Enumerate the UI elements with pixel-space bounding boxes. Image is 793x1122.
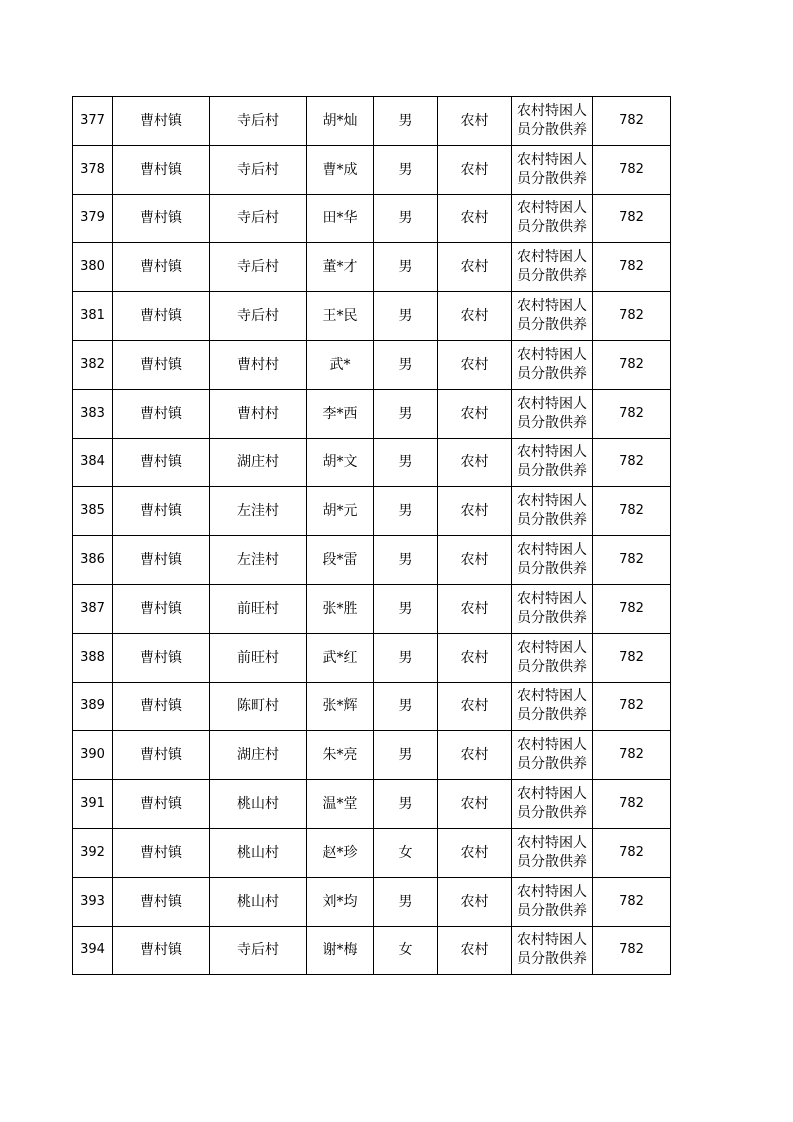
cell-support-type [512,731,593,780]
cell-village: 左洼村 [210,536,307,585]
support-type-line-1: 农村特困人 [517,249,587,266]
support-type-line-1: 农村特困人 [517,737,587,754]
cell-serial-number: 384 [73,438,113,487]
cell-amount: 782 [593,536,671,585]
cell-support-type [512,487,593,536]
cell-area: 农村 [438,731,512,780]
cell-amount: 782 [593,633,671,682]
cell-area: 农村 [438,877,512,926]
support-type-line-1: 农村特困人 [517,444,587,461]
cell-amount: 782 [593,292,671,341]
cell-support-type [512,145,593,194]
table-row [73,682,671,731]
support-type-line-2: 员分散供养 [517,463,587,480]
cell-name: 朱*亮 [307,731,374,780]
cell-village: 左洼村 [210,487,307,536]
cell-area: 农村 [438,780,512,829]
cell-town: 曹村镇 [113,877,210,926]
cell-area: 农村 [438,389,512,438]
support-type-line-2: 员分散供养 [517,756,587,773]
table-row [73,877,671,926]
cell-amount: 782 [593,340,671,389]
support-type-line-2: 员分散供养 [517,609,587,626]
cell-support-type [512,828,593,877]
support-type-line-2: 员分散供养 [517,219,587,236]
table-row [73,292,671,341]
support-type-line-2: 员分散供养 [517,902,587,919]
cell-area: 农村 [438,243,512,292]
cell-gender: 男 [374,438,438,487]
cell-village: 寺后村 [210,926,307,975]
cell-serial-number: 379 [73,194,113,243]
cell-town: 曹村镇 [113,340,210,389]
cell-name: 张*胜 [307,584,374,633]
support-type-line-2: 员分散供养 [517,658,587,675]
cell-amount: 782 [593,926,671,975]
table-row [73,389,671,438]
table-row [73,633,671,682]
support-type-line-1: 农村特困人 [517,883,587,900]
cell-area: 农村 [438,438,512,487]
support-type-line-1: 农村特困人 [517,639,587,656]
support-type-line-1: 农村特困人 [517,346,587,363]
cell-name: 赵*珍 [307,828,374,877]
cell-name: 王*民 [307,292,374,341]
cell-support-type [512,780,593,829]
table-row [73,487,671,536]
cell-gender: 男 [374,682,438,731]
cell-support-type [512,633,593,682]
cell-amount: 782 [593,389,671,438]
cell-amount: 782 [593,194,671,243]
support-type-line-2: 员分散供养 [517,365,587,382]
cell-village: 寺后村 [210,97,307,146]
cell-town: 曹村镇 [113,731,210,780]
support-type-line-1: 农村特困人 [517,200,587,217]
cell-name: 胡*灿 [307,97,374,146]
cell-serial-number: 394 [73,926,113,975]
cell-name: 胡*文 [307,438,374,487]
support-type-line-1: 农村特困人 [517,151,587,168]
table-row [73,145,671,194]
cell-amount: 782 [593,682,671,731]
cell-serial-number: 391 [73,780,113,829]
cell-amount: 782 [593,780,671,829]
support-type-line-2: 员分散供养 [517,853,587,870]
cell-support-type [512,292,593,341]
table-body [73,97,671,975]
cell-town: 曹村镇 [113,97,210,146]
cell-amount: 782 [593,731,671,780]
cell-village: 曹村村 [210,340,307,389]
cell-support-type [512,438,593,487]
table-row [73,926,671,975]
table-row [73,243,671,292]
cell-support-type [512,926,593,975]
cell-area: 农村 [438,584,512,633]
cell-serial-number: 393 [73,877,113,926]
cell-name: 谢*梅 [307,926,374,975]
cell-name: 武*红 [307,633,374,682]
cell-name: 温*堂 [307,780,374,829]
support-type-line-1: 农村特困人 [517,932,587,949]
cell-gender: 男 [374,584,438,633]
cell-serial-number: 385 [73,487,113,536]
support-type-line-1: 农村特困人 [517,786,587,803]
cell-area: 农村 [438,487,512,536]
support-type-line-1: 农村特困人 [517,688,587,705]
cell-serial-number: 383 [73,389,113,438]
cell-area: 农村 [438,926,512,975]
cell-gender: 男 [374,194,438,243]
cell-village: 陈町村 [210,682,307,731]
cell-name: 武* [307,340,374,389]
cell-village: 寺后村 [210,292,307,341]
table-row [73,780,671,829]
support-type-line-2: 员分散供养 [517,170,587,187]
table-row [73,194,671,243]
cell-gender: 男 [374,877,438,926]
cell-gender: 男 [374,389,438,438]
cell-village: 桃山村 [210,780,307,829]
support-type-line-2: 员分散供养 [517,414,587,431]
cell-support-type [512,243,593,292]
cell-support-type [512,584,593,633]
cell-gender: 男 [374,292,438,341]
support-type-line-2: 员分散供养 [517,121,587,138]
table-row [73,340,671,389]
cell-town: 曹村镇 [113,828,210,877]
cell-village: 寺后村 [210,243,307,292]
cell-support-type [512,877,593,926]
cell-serial-number: 386 [73,536,113,585]
cell-name: 董*才 [307,243,374,292]
cell-amount: 782 [593,145,671,194]
cell-town: 曹村镇 [113,926,210,975]
support-type-line-1: 农村特困人 [517,493,587,510]
cell-gender: 女 [374,926,438,975]
cell-village: 寺后村 [210,145,307,194]
cell-serial-number: 390 [73,731,113,780]
cell-area: 农村 [438,633,512,682]
cell-town: 曹村镇 [113,780,210,829]
cell-village: 寺后村 [210,194,307,243]
cell-village: 湖庄村 [210,731,307,780]
cell-serial-number: 389 [73,682,113,731]
cell-village: 桃山村 [210,828,307,877]
support-type-line-2: 员分散供养 [517,268,587,285]
cell-support-type [512,536,593,585]
table-row [73,536,671,585]
cell-gender: 男 [374,731,438,780]
cell-support-type [512,389,593,438]
cell-gender: 男 [374,145,438,194]
cell-name: 田*华 [307,194,374,243]
support-type-line-2: 员分散供养 [517,805,587,822]
support-type-line-1: 农村特困人 [517,834,587,851]
cell-support-type [512,340,593,389]
cell-town: 曹村镇 [113,194,210,243]
cell-area: 农村 [438,682,512,731]
cell-name: 李*西 [307,389,374,438]
support-type-line-2: 员分散供养 [517,512,587,529]
cell-support-type [512,682,593,731]
cell-gender: 男 [374,633,438,682]
cell-town: 曹村镇 [113,292,210,341]
cell-town: 曹村镇 [113,389,210,438]
cell-amount: 782 [593,877,671,926]
cell-area: 农村 [438,145,512,194]
cell-serial-number: 387 [73,584,113,633]
data-table [72,96,671,975]
support-type-line-1: 农村特困人 [517,395,587,412]
cell-area: 农村 [438,536,512,585]
cell-name: 胡*元 [307,487,374,536]
cell-village: 曹村村 [210,389,307,438]
cell-amount: 782 [593,97,671,146]
cell-name: 曹*成 [307,145,374,194]
cell-gender: 男 [374,780,438,829]
table-row [73,97,671,146]
cell-amount: 782 [593,828,671,877]
support-type-line-2: 员分散供养 [517,707,587,724]
cell-village: 湖庄村 [210,438,307,487]
cell-amount: 782 [593,438,671,487]
cell-serial-number: 380 [73,243,113,292]
cell-town: 曹村镇 [113,584,210,633]
cell-name: 张*辉 [307,682,374,731]
cell-gender: 男 [374,487,438,536]
cell-gender: 男 [374,97,438,146]
cell-serial-number: 378 [73,145,113,194]
cell-amount: 782 [593,243,671,292]
cell-amount: 782 [593,487,671,536]
cell-amount: 782 [593,584,671,633]
cell-area: 农村 [438,340,512,389]
cell-area: 农村 [438,97,512,146]
cell-village: 前旺村 [210,633,307,682]
support-type-line-1: 农村特困人 [517,542,587,559]
cell-support-type [512,97,593,146]
cell-town: 曹村镇 [113,682,210,731]
cell-serial-number: 377 [73,97,113,146]
cell-town: 曹村镇 [113,487,210,536]
support-type-line-2: 员分散供养 [517,317,587,334]
support-type-line-1: 农村特困人 [517,298,587,315]
cell-village: 前旺村 [210,584,307,633]
cell-town: 曹村镇 [113,536,210,585]
cell-name: 段*雷 [307,536,374,585]
cell-gender: 男 [374,536,438,585]
cell-gender: 女 [374,828,438,877]
cell-village: 桃山村 [210,877,307,926]
cell-serial-number: 392 [73,828,113,877]
table-row [73,584,671,633]
table-row [73,438,671,487]
support-type-line-1: 农村特困人 [517,590,587,607]
cell-town: 曹村镇 [113,145,210,194]
cell-support-type [512,194,593,243]
table-row [73,828,671,877]
cell-gender: 男 [374,243,438,292]
cell-area: 农村 [438,292,512,341]
support-type-line-2: 员分散供养 [517,561,587,578]
cell-town: 曹村镇 [113,243,210,292]
cell-town: 曹村镇 [113,438,210,487]
cell-serial-number: 388 [73,633,113,682]
table-row [73,731,671,780]
support-type-line-1: 农村特困人 [517,102,587,119]
cell-gender: 男 [374,340,438,389]
cell-name: 刘*均 [307,877,374,926]
cell-area: 农村 [438,194,512,243]
cell-area: 农村 [438,828,512,877]
support-type-line-2: 员分散供养 [517,951,587,968]
cell-town: 曹村镇 [113,633,210,682]
cell-serial-number: 381 [73,292,113,341]
cell-serial-number: 382 [73,340,113,389]
